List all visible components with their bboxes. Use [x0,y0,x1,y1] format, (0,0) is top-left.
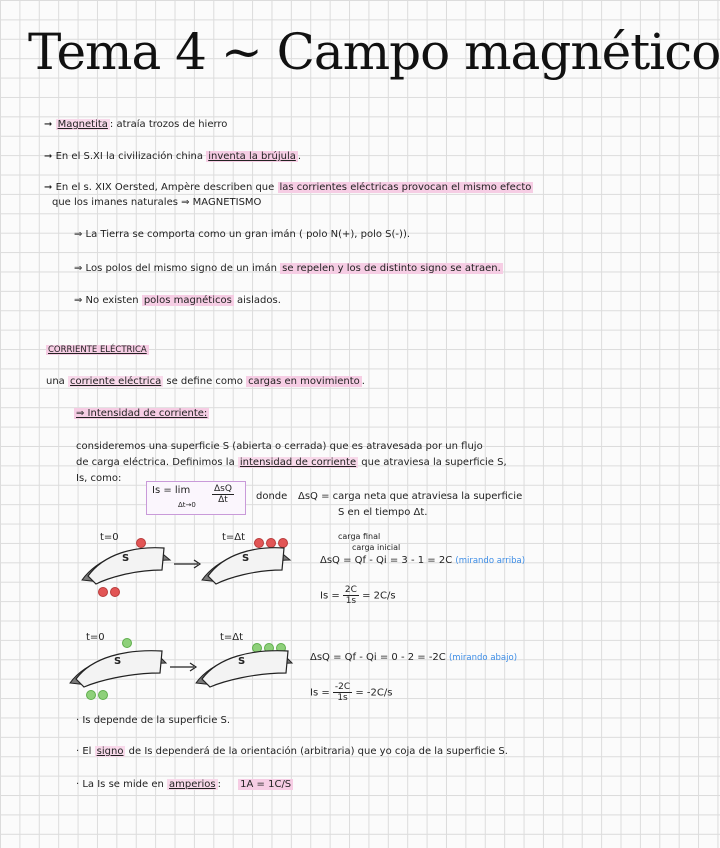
paragraph-line-2 [76,456,507,470]
sub-bullet-text: ⇒ Los polos del mismo signo de un imán [74,263,277,274]
term-corriente: corriente eléctrica [70,376,162,387]
green-charge-icon [86,690,96,700]
bullet-text: En el S.XI la civilización china [55,151,204,162]
subheading-text: ⇒ Intensidad de corriente: [76,408,208,419]
d1-charge-bottom-0 [98,582,122,601]
note-signo-rest: de Is dependerá de la orientación (arbitraria) que yo coja de la superficie S. [128,746,508,757]
d1-eq2 [320,585,396,606]
bullet-magnetita [44,118,227,132]
arrow-icon: ➞ [44,119,53,130]
d1-eq1 [320,554,525,568]
note-amperios-colon: : [217,779,221,790]
d2-eq2-num: -2C [334,682,351,692]
sub-bullet-tierra: ⇒ La Tierra se comporta como un gran imán ( polo N(+), polo S(-)). [74,229,411,240]
def-prefix: una [46,376,65,387]
note-amperios-prefix: · La Is se mide en [76,779,164,790]
d1-eq2-rhs: = 2C/s [362,590,396,602]
paragraph-line-1: consideremos una superficie S (abierta o cerrada) que es atravesada por un flujo [76,441,483,452]
formula-den: Δt [218,495,228,505]
definition-line [46,375,365,389]
bullet-oersted [44,181,533,195]
highlight-repelen: se repelen y los de distinto signo se atraen. [282,263,501,274]
d2-eq2-den: 1s [337,693,348,703]
highlight-unit: 1A = 1C/S [240,779,292,790]
page-title: Tema 4 ~ Campo magnético [28,23,720,81]
d1-s-right: S [242,553,250,564]
d1-eq2-fraction [343,585,359,606]
d2-s-left: S [114,656,122,667]
green-charge-icon [98,690,108,700]
arrow-icon: ➞ [44,182,53,193]
d1-eq2-den: 1s [345,596,357,606]
subheading-intensidad [74,407,209,421]
section-heading [46,344,149,356]
formula-desc-1: ΔsQ = carga neta que atraviesa la superficie [298,491,523,502]
arrow-icon: ➞ [44,151,53,162]
term-magnetita: Magnetita [57,119,108,130]
d1-eq1-note: (mirando arriba) [455,556,526,566]
bullet-text: En el s. XIX Oersted, Ampère describen que [55,182,275,193]
term-signo: signo [96,746,124,757]
d1-eq2-num: 2C [344,585,357,595]
bullet-end: . [297,151,302,162]
bullet-brujula [44,150,301,164]
d2-eq2-fraction [333,682,352,703]
p2-prefix: de carga eléctrica. Definimos la [76,457,235,468]
red-charge-icon [110,587,120,597]
sub-bullet-polos [74,262,503,276]
section-heading-text: CORRIENTE ELÉCTRICA [48,345,147,355]
d1-eq2-lhs: Is = [320,590,340,602]
diagram2-surfaces [66,645,306,689]
formula-sub: Δt→0 [178,501,196,509]
def-mid: se define como [166,376,243,387]
d1-time-0: t=0 [100,532,119,543]
d2-eq2-lhs: Is = [310,687,330,699]
note-amperios [76,778,293,792]
d1-note-initial: carga inicial [352,543,401,552]
term-intensidad: intensidad de corriente [239,457,357,468]
bullet-oersted-line2: que los imanes naturales ⇒ MAGNETISMO [52,197,262,208]
sub-bullet-aislados [74,294,281,308]
note-signo-prefix: · El [76,746,92,757]
highlight-corrientes: las corrientes eléctricas provocan el mismo efecto [279,182,532,193]
paragraph-line-3: Is, como: [76,473,122,484]
note-depende: · Is depende de la superficie S. [76,715,231,726]
d2-charge-bottom-0 [86,685,110,704]
p2-end: que atraviesa la superficie S, [361,457,507,468]
highlight-cargas: cargas en movimiento [248,376,360,387]
d2-eq2 [310,682,392,703]
formula-fraction [212,484,234,505]
bullet-text: : atraía trozos de hierro [109,119,228,130]
d1-s-left: S [122,553,130,564]
highlight-polos-magneticos: polos magnéticos [143,295,232,306]
sub-bullet-end: aislados. [237,295,281,306]
note-signo [76,745,508,759]
d2-eq1-note: (mirando abajo) [448,653,518,663]
d1-note-final: carga final [338,532,381,541]
formula-desc-2: S en el tiempo Δt. [338,507,428,518]
d2-time-0: t=0 [86,632,105,643]
formula-lhs: Is = lim [152,485,191,496]
d2-s-right: S [238,656,246,667]
sub-bullet-text: ⇒ No existen [74,295,139,306]
formula-where: donde [256,491,288,502]
d2-time-dt: t=Δt [220,632,244,643]
highlight-brujula: inventa la brújula [208,151,296,162]
def-end: . [361,376,365,387]
term-amperios: amperios [169,779,216,790]
red-charge-icon [98,587,108,597]
d1-eq1-text: ΔsQ = Qf - Qi = 3 - 1 = 2C [320,555,453,566]
d1-time-dt: t=Δt [222,532,246,543]
d2-eq2-rhs: = -2C/s [355,687,393,699]
formula-num: ΔsQ [214,484,232,494]
d2-eq1 [310,651,517,665]
d2-eq1-text: ΔsQ = Qf - Qi = 0 - 2 = -2C [310,652,446,663]
